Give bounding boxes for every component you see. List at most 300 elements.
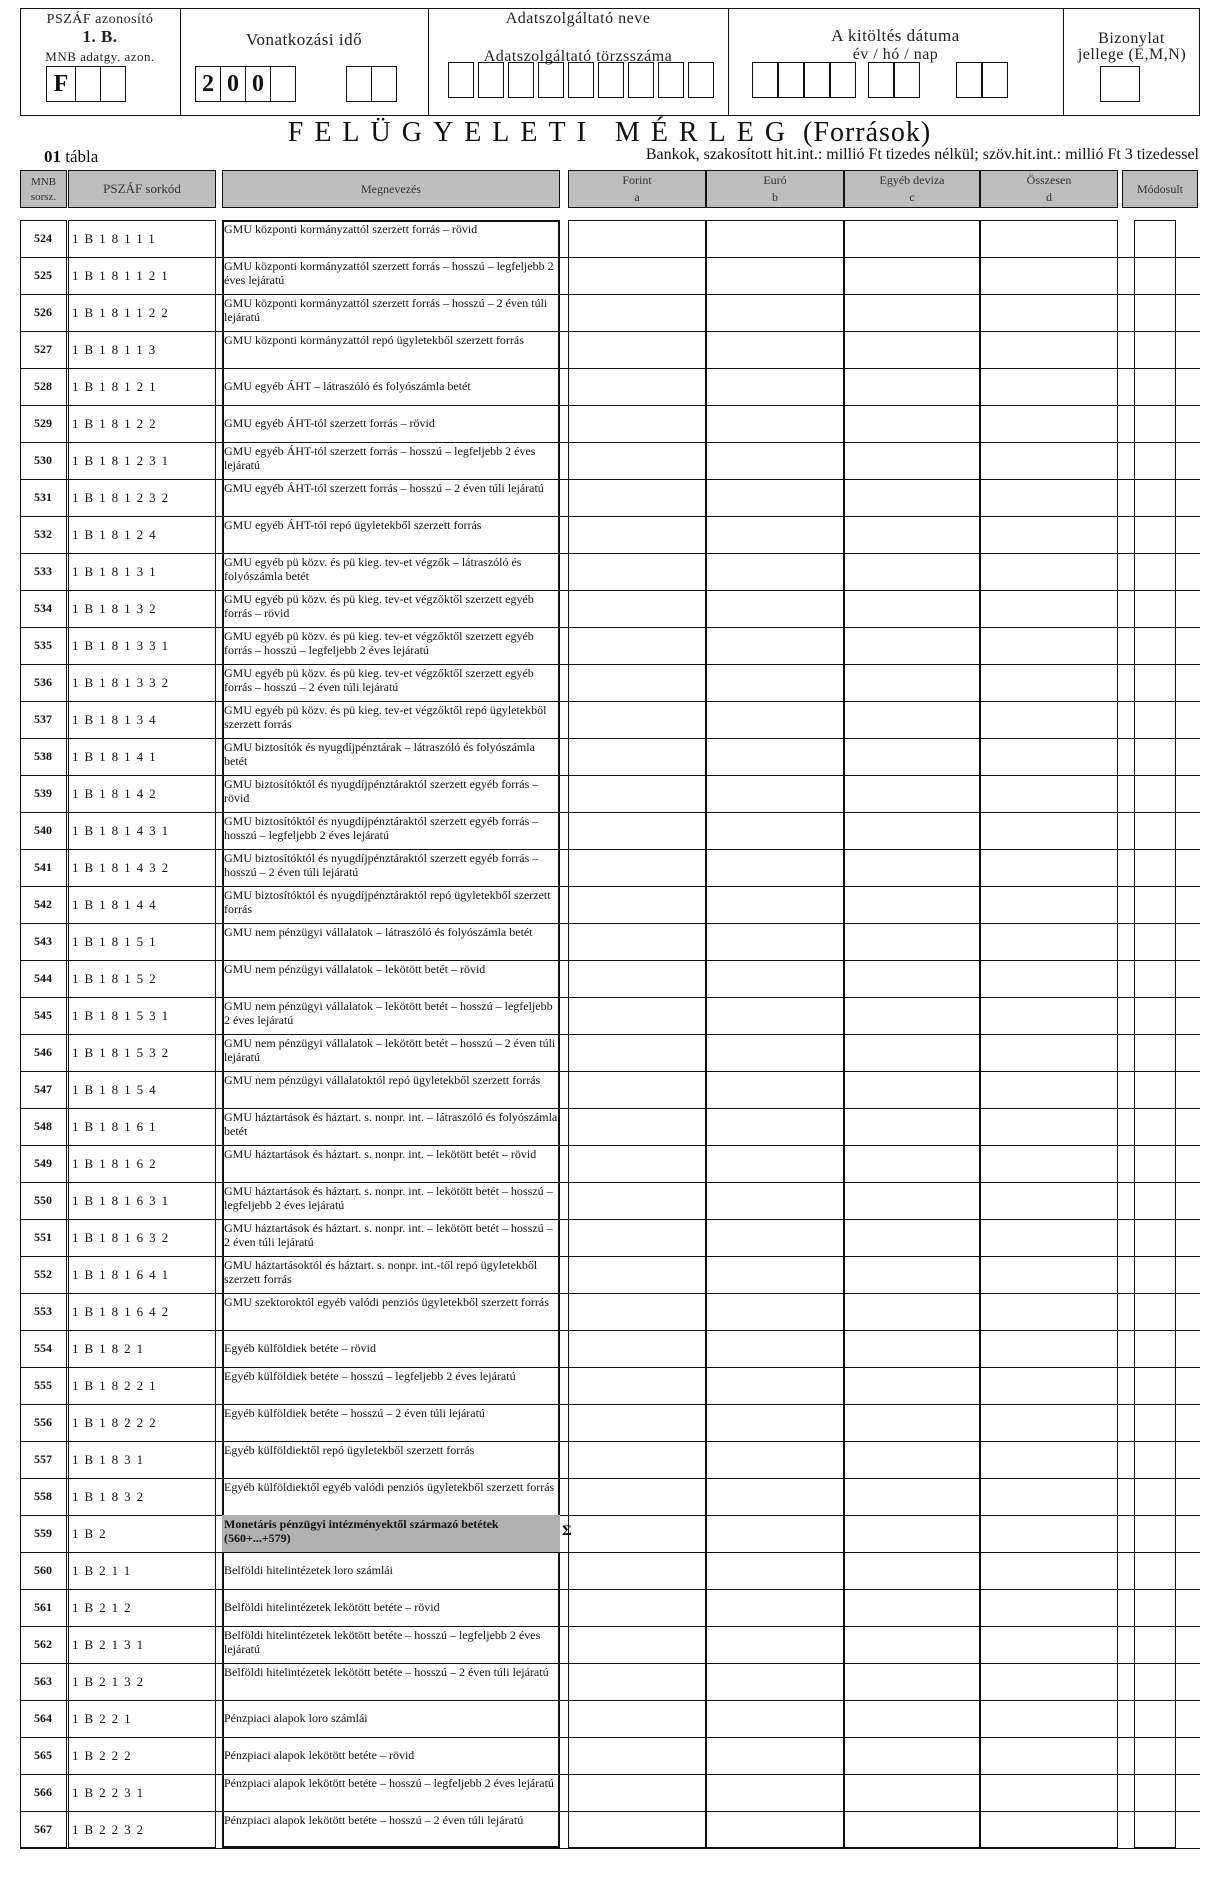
- row-other-input[interactable]: [848, 1406, 976, 1439]
- row-description: GMU egyéb ÁHT-tól szerzett forrás – hosszú – legfeljebb 2 éves lejáratú: [224, 444, 536, 472]
- row-forint-input[interactable]: [572, 962, 702, 995]
- row-other-input[interactable]: [848, 629, 976, 662]
- row-euro-input[interactable]: [710, 888, 840, 921]
- row-modified-input[interactable]: [1138, 925, 1172, 958]
- row-mnb-number: 547: [34, 1082, 52, 1096]
- col-euro-label: Euró: [763, 173, 787, 187]
- row-euro-input[interactable]: [710, 1665, 840, 1698]
- row-mnb-number: 548: [34, 1119, 52, 1133]
- row-modified-input[interactable]: [1138, 1665, 1172, 1698]
- period-digit[interactable]: 2: [195, 66, 221, 102]
- row-total-input[interactable]: [984, 1258, 1114, 1291]
- row-euro-input[interactable]: [710, 1776, 840, 1809]
- row-modified-input[interactable]: [1138, 1702, 1172, 1735]
- row-modified-input[interactable]: [1138, 1554, 1172, 1587]
- row-euro-input[interactable]: [710, 740, 840, 773]
- row-other-input[interactable]: [848, 222, 976, 255]
- row-description: GMU központi kormányzattól szerzett forrás – hosszú – 2 éven túli lejáratú: [224, 296, 548, 324]
- row-pszaf-code: 1B18132: [72, 601, 162, 616]
- row-forint-input[interactable]: [572, 1221, 702, 1254]
- row-euro-input[interactable]: [710, 1184, 840, 1217]
- row-total-input[interactable]: [984, 1406, 1114, 1439]
- row-euro-input[interactable]: [710, 407, 840, 440]
- row-other-input[interactable]: [848, 407, 976, 440]
- row-total-input[interactable]: [984, 814, 1114, 847]
- provider-reg-box[interactable]: [598, 62, 624, 98]
- row-forint-input[interactable]: [572, 1702, 702, 1735]
- period-digit[interactable]: 0: [220, 66, 246, 102]
- row-forint-input[interactable]: [572, 555, 702, 588]
- row-euro-input[interactable]: [710, 777, 840, 810]
- row-pszaf-code: 1B2131: [72, 1637, 150, 1652]
- col-header-total: [980, 170, 1118, 208]
- doc-type-label-2: jellege (E,M,N): [1077, 46, 1187, 63]
- row-modified-input[interactable]: [1138, 333, 1172, 366]
- row-pszaf-code: 1B221: [72, 1711, 137, 1726]
- row-euro-input[interactable]: [710, 1702, 840, 1735]
- row-other-input[interactable]: [848, 1554, 976, 1587]
- provider-reg-box[interactable]: [448, 62, 474, 98]
- mnb-id-label: MNB adatgy. azon.: [45, 49, 155, 64]
- row-euro-input[interactable]: [710, 851, 840, 884]
- provider-reg-box[interactable]: [538, 62, 564, 98]
- row-modified-input[interactable]: [1138, 370, 1172, 403]
- row-total-input[interactable]: [984, 1369, 1114, 1402]
- row-modified-input[interactable]: [1138, 1295, 1172, 1328]
- table-code: 1. B.: [82, 27, 118, 46]
- row-modified-input[interactable]: [1138, 1591, 1172, 1624]
- row-forint-input[interactable]: [572, 1258, 702, 1291]
- row-other-input[interactable]: [848, 814, 976, 847]
- row-description: GMU központi kormányzattól szerzett forrás – hosszú – legfeljebb 2 éves lejáratú: [224, 259, 554, 287]
- row-forint-input[interactable]: [572, 629, 702, 662]
- row-description: GMU nem pénzügyi vállalatok – lekötött betét – hosszú – legfeljebb 2 éves lejáratú: [224, 999, 553, 1027]
- col-header-mnb: [20, 170, 67, 208]
- row-euro-input[interactable]: [710, 259, 840, 292]
- row-euro-input[interactable]: [710, 1591, 840, 1624]
- row-other-input[interactable]: [848, 1591, 976, 1624]
- row-total-input[interactable]: [984, 407, 1114, 440]
- row-forint-input[interactable]: [572, 222, 702, 255]
- fill-date-box[interactable]: [894, 62, 920, 98]
- row-total-input[interactable]: [984, 1147, 1114, 1180]
- row-total-input[interactable]: [984, 1184, 1114, 1217]
- row-mnb-number: 529: [34, 416, 52, 430]
- provider-reg-box[interactable]: [568, 62, 594, 98]
- row-forint-input[interactable]: [572, 666, 702, 699]
- provider-name-label: Adatszolgáltató neve: [505, 10, 651, 27]
- row-euro-input[interactable]: [710, 444, 840, 477]
- row-other-input[interactable]: [848, 1295, 976, 1328]
- provider-reg-label: Adatszolgáltató törzsszáma: [483, 48, 673, 65]
- row-euro-input[interactable]: [710, 666, 840, 699]
- row-mnb-number: 534: [34, 601, 52, 615]
- row-pszaf-code: 1B181232: [72, 490, 175, 505]
- row-other-input[interactable]: [848, 1628, 976, 1661]
- row-euro-input[interactable]: [710, 962, 840, 995]
- row-other-input[interactable]: [848, 1739, 976, 1772]
- period-digit[interactable]: 0: [245, 66, 271, 102]
- row-modified-input[interactable]: [1138, 740, 1172, 773]
- row-forint-input[interactable]: [572, 1517, 702, 1550]
- row-other-input[interactable]: [848, 481, 976, 514]
- row-euro-input[interactable]: [710, 1110, 840, 1143]
- row-total-input[interactable]: [984, 1739, 1114, 1772]
- row-total-input[interactable]: [984, 1517, 1114, 1550]
- row-pszaf-code: 1B18111: [72, 231, 161, 246]
- fill-date-box[interactable]: [982, 62, 1008, 98]
- row-euro-input[interactable]: [710, 629, 840, 662]
- row-pszaf-code: 1B1832: [72, 1489, 150, 1504]
- row-modified-input[interactable]: [1138, 407, 1172, 440]
- row-total-input[interactable]: [984, 962, 1114, 995]
- row-modified-input[interactable]: [1138, 444, 1172, 477]
- doc-type-box[interactable]: [1100, 66, 1140, 102]
- row-total-input[interactable]: [984, 888, 1114, 921]
- row-total-input[interactable]: [984, 629, 1114, 662]
- row-euro-input[interactable]: [710, 1221, 840, 1254]
- row-forint-input[interactable]: [572, 1036, 702, 1069]
- row-euro-input[interactable]: [710, 555, 840, 588]
- row-other-input[interactable]: [848, 259, 976, 292]
- row-forint-input[interactable]: [572, 1665, 702, 1698]
- row-forint-input[interactable]: [572, 1554, 702, 1587]
- row-other-input[interactable]: [848, 851, 976, 884]
- row-forint-input[interactable]: [572, 1184, 702, 1217]
- row-total-input[interactable]: [984, 1073, 1114, 1106]
- pszaf-id-box[interactable]: [100, 66, 126, 102]
- row-total-input[interactable]: [984, 1221, 1114, 1254]
- row-euro-input[interactable]: [710, 222, 840, 255]
- row-other-input[interactable]: [848, 296, 976, 329]
- row-other-input[interactable]: [848, 1258, 976, 1291]
- row-total-input[interactable]: [984, 444, 1114, 477]
- row-description: GMU egyéb ÁHT-tól szerzett forrás – hosszú – 2 éven túli lejáratú: [224, 481, 544, 495]
- row-euro-input[interactable]: [710, 1369, 840, 1402]
- row-other-input[interactable]: [848, 1036, 976, 1069]
- row-other-input[interactable]: [848, 1073, 976, 1106]
- row-modified-input[interactable]: [1138, 1258, 1172, 1291]
- row-other-input[interactable]: [848, 333, 976, 366]
- row-forint-input[interactable]: [572, 296, 702, 329]
- row-modified-input[interactable]: [1138, 1406, 1172, 1439]
- row-forint-input[interactable]: [572, 925, 702, 958]
- row-total-input[interactable]: [984, 1628, 1114, 1661]
- row-mnb-number: 544: [34, 971, 52, 985]
- row-description: Egyéb külföldiek betéte – rövid: [224, 1341, 376, 1355]
- row-forint-input[interactable]: [572, 703, 702, 736]
- row-other-input[interactable]: [848, 1702, 976, 1735]
- row-forint-input[interactable]: [572, 1073, 702, 1106]
- row-other-input[interactable]: [848, 555, 976, 588]
- provider-reg-box[interactable]: [628, 62, 654, 98]
- fill-date-box[interactable]: [956, 62, 982, 98]
- row-forint-input[interactable]: [572, 444, 702, 477]
- row-forint-input[interactable]: [572, 814, 702, 847]
- row-mnb-number: 541: [34, 860, 52, 874]
- row-pszaf-code: 1B181531: [72, 1008, 175, 1023]
- row-forint-input[interactable]: [572, 481, 702, 514]
- row-total-input[interactable]: [984, 259, 1114, 292]
- row-other-input[interactable]: [848, 1480, 976, 1513]
- row-description: GMU nem pénzügyi vállalatok – látraszóló és folyószámla betét: [224, 925, 533, 939]
- row-total-input[interactable]: [984, 1443, 1114, 1476]
- row-other-input[interactable]: [848, 1221, 976, 1254]
- row-mnb-number: 538: [34, 749, 52, 763]
- row-forint-input[interactable]: [572, 999, 702, 1032]
- row-other-input[interactable]: [848, 962, 976, 995]
- row-other-input[interactable]: [848, 1110, 976, 1143]
- col-total-sub: d: [1046, 190, 1052, 204]
- row-other-input[interactable]: [848, 1147, 976, 1180]
- row-euro-input[interactable]: [710, 1443, 840, 1476]
- provider-reg-box[interactable]: [508, 62, 534, 98]
- row-pszaf-code: 1B18113: [72, 342, 162, 357]
- row-modified-input[interactable]: [1138, 1073, 1172, 1106]
- row-modified-input[interactable]: [1138, 481, 1172, 514]
- row-modified-input[interactable]: [1138, 1110, 1172, 1143]
- row-forint-input[interactable]: [572, 259, 702, 292]
- row-euro-input[interactable]: [710, 999, 840, 1032]
- row-euro-input[interactable]: [710, 592, 840, 625]
- row-euro-input[interactable]: [710, 481, 840, 514]
- fill-date-box[interactable]: [830, 62, 856, 98]
- row-euro-input[interactable]: [710, 370, 840, 403]
- row-other-input[interactable]: [848, 1665, 976, 1698]
- row-modified-input[interactable]: [1138, 1332, 1172, 1365]
- row-modified-input[interactable]: [1138, 1776, 1172, 1809]
- row-euro-input[interactable]: [710, 518, 840, 551]
- row-modified-input[interactable]: [1138, 629, 1172, 662]
- row-modified-input[interactable]: [1138, 1739, 1172, 1772]
- row-forint-input[interactable]: [572, 1480, 702, 1513]
- col-mnb-label: MNB sorsz.: [30, 176, 57, 203]
- row-total-input[interactable]: [984, 518, 1114, 551]
- row-pszaf-code: 1B181332: [72, 675, 175, 690]
- fill-date-box[interactable]: [804, 62, 830, 98]
- row-mnb-number: 540: [34, 823, 52, 837]
- row-forint-input[interactable]: [572, 1295, 702, 1328]
- row-other-input[interactable]: [848, 703, 976, 736]
- row-other-input[interactable]: [848, 1184, 976, 1217]
- row-euro-input[interactable]: [710, 1554, 840, 1587]
- row-forint-input[interactable]: [572, 518, 702, 551]
- row-total-input[interactable]: [984, 1665, 1114, 1698]
- row-modified-input[interactable]: [1138, 1628, 1172, 1661]
- fill-date-box[interactable]: [752, 62, 778, 98]
- row-modified-input[interactable]: [1138, 962, 1172, 995]
- period-digit[interactable]: [270, 66, 296, 102]
- row-total-input[interactable]: [984, 777, 1114, 810]
- row-forint-input[interactable]: [572, 370, 702, 403]
- row-modified-input[interactable]: [1138, 1369, 1172, 1402]
- row-euro-input[interactable]: [710, 1406, 840, 1439]
- row-euro-input[interactable]: [710, 1073, 840, 1106]
- row-other-input[interactable]: [848, 999, 976, 1032]
- row-modified-input[interactable]: [1138, 703, 1172, 736]
- row-description: GMU központi kormányzattól repó ügyletekből szerzett forrás: [224, 333, 524, 347]
- row-euro-input[interactable]: [710, 1332, 840, 1365]
- row-modified-input[interactable]: [1138, 1184, 1172, 1217]
- row-euro-input[interactable]: [710, 1258, 840, 1291]
- row-other-input[interactable]: [848, 518, 976, 551]
- pszaf-id-label: PSZÁF azonosító: [46, 12, 154, 27]
- row-forint-input[interactable]: [572, 1739, 702, 1772]
- row-forint-input[interactable]: [572, 407, 702, 440]
- row-euro-input[interactable]: [710, 333, 840, 366]
- provider-reg-box[interactable]: [658, 62, 684, 98]
- row-total-input[interactable]: [984, 592, 1114, 625]
- row-other-input[interactable]: [848, 1443, 976, 1476]
- provider-reg-box[interactable]: [478, 62, 504, 98]
- row-euro-input[interactable]: [710, 1480, 840, 1513]
- row-forint-input[interactable]: [572, 1332, 702, 1365]
- row-other-input[interactable]: [848, 1332, 976, 1365]
- fill-date-box[interactable]: [868, 62, 894, 98]
- row-modified-input[interactable]: [1138, 259, 1172, 292]
- row-euro-input[interactable]: [710, 1739, 840, 1772]
- row-euro-input[interactable]: [710, 296, 840, 329]
- row-total-input[interactable]: [984, 1813, 1114, 1846]
- row-euro-input[interactable]: [710, 703, 840, 736]
- row-forint-input[interactable]: [572, 1110, 702, 1143]
- period-digit[interactable]: [371, 66, 397, 102]
- row-euro-input[interactable]: [710, 1295, 840, 1328]
- row-total-input[interactable]: [984, 1332, 1114, 1365]
- row-modified-input[interactable]: [1138, 1813, 1172, 1846]
- row-forint-input[interactable]: [572, 851, 702, 884]
- row-modified-input[interactable]: [1138, 222, 1172, 255]
- row-forint-input[interactable]: [572, 1591, 702, 1624]
- row-total-input[interactable]: [984, 666, 1114, 699]
- fill-date-box[interactable]: [778, 62, 804, 98]
- row-forint-input[interactable]: [572, 1813, 702, 1846]
- row-total-input[interactable]: [984, 1776, 1114, 1809]
- row-total-input[interactable]: [984, 1591, 1114, 1624]
- row-forint-input[interactable]: [572, 777, 702, 810]
- row-other-input[interactable]: [848, 1813, 976, 1846]
- row-total-input[interactable]: [984, 1480, 1114, 1513]
- row-total-input[interactable]: [984, 740, 1114, 773]
- row-forint-input[interactable]: [572, 333, 702, 366]
- row-forint-input[interactable]: [572, 592, 702, 625]
- row-mnb-number: 549: [34, 1156, 52, 1170]
- row-modified-input[interactable]: [1138, 1517, 1172, 1550]
- row-modified-input[interactable]: [1138, 777, 1172, 810]
- row-total-input[interactable]: [984, 703, 1114, 736]
- row-modified-input[interactable]: [1138, 814, 1172, 847]
- row-euro-input[interactable]: [710, 1517, 840, 1550]
- row-pszaf-code: 1B181431: [72, 823, 175, 838]
- row-total-input[interactable]: [984, 999, 1114, 1032]
- row-forint-input[interactable]: [572, 1443, 702, 1476]
- provider-reg-box[interactable]: [688, 62, 714, 98]
- row-modified-input[interactable]: [1138, 851, 1172, 884]
- row-total-input[interactable]: [984, 851, 1114, 884]
- row-forint-input[interactable]: [572, 740, 702, 773]
- row-other-input[interactable]: [848, 1369, 976, 1402]
- row-description: GMU biztosítók és nyugdíjpénztárak – látraszóló és folyószámla betét: [224, 740, 535, 768]
- row-total-input[interactable]: [984, 296, 1114, 329]
- row-modified-input[interactable]: [1138, 1221, 1172, 1254]
- row-total-input[interactable]: [984, 1036, 1114, 1069]
- row-euro-input[interactable]: [710, 925, 840, 958]
- row-total-input[interactable]: [984, 1295, 1114, 1328]
- row-pszaf-code: 1B181231: [72, 453, 175, 468]
- row-total-input[interactable]: [984, 333, 1114, 366]
- row-other-input[interactable]: [848, 666, 976, 699]
- row-other-input[interactable]: [848, 370, 976, 403]
- row-total-input[interactable]: [984, 1110, 1114, 1143]
- row-total-input[interactable]: [984, 1554, 1114, 1587]
- row-total-input[interactable]: [984, 370, 1114, 403]
- row-other-input[interactable]: [848, 1776, 976, 1809]
- row-pszaf-code: 1B18151: [72, 934, 162, 949]
- row-pszaf-code: 1B222: [72, 1748, 137, 1763]
- row-pszaf-code: 1B181642: [72, 1304, 175, 1319]
- row-modified-input[interactable]: [1138, 1036, 1172, 1069]
- row-other-input[interactable]: [848, 888, 976, 921]
- row-euro-input[interactable]: [710, 1036, 840, 1069]
- row-euro-input[interactable]: [710, 1147, 840, 1180]
- row-modified-input[interactable]: [1138, 592, 1172, 625]
- row-modified-input[interactable]: [1138, 666, 1172, 699]
- row-modified-input[interactable]: [1138, 296, 1172, 329]
- row-modified-input[interactable]: [1138, 1480, 1172, 1513]
- period-digit[interactable]: [346, 66, 372, 102]
- row-forint-input[interactable]: [572, 888, 702, 921]
- row-forint-input[interactable]: [572, 1628, 702, 1661]
- col-header-forint: [568, 170, 706, 208]
- row-other-input[interactable]: [848, 444, 976, 477]
- row-mnb-number: 552: [34, 1267, 52, 1281]
- row-forint-input[interactable]: [572, 1406, 702, 1439]
- row-mnb-number: 558: [34, 1489, 52, 1503]
- row-other-input[interactable]: [848, 777, 976, 810]
- row-euro-input[interactable]: [710, 1628, 840, 1661]
- row-forint-input[interactable]: [572, 1369, 702, 1402]
- row-total-input[interactable]: [984, 481, 1114, 514]
- row-total-input[interactable]: [984, 925, 1114, 958]
- row-pszaf-code: 1B1821: [72, 1341, 150, 1356]
- row-total-input[interactable]: [984, 1702, 1114, 1735]
- row-pszaf-code: 1B181432: [72, 860, 175, 875]
- row-other-input[interactable]: [848, 740, 976, 773]
- row-pszaf-code: 1B181641: [72, 1267, 175, 1282]
- pszaf-id-box[interactable]: [75, 66, 101, 102]
- pszaf-id-box[interactable]: F: [46, 66, 76, 102]
- row-mnb-number: 566: [34, 1785, 52, 1799]
- row-modified-input[interactable]: [1138, 1443, 1172, 1476]
- row-forint-input[interactable]: [572, 1776, 702, 1809]
- row-modified-input[interactable]: [1138, 518, 1172, 551]
- row-modified-input[interactable]: [1138, 999, 1172, 1032]
- row-total-input[interactable]: [984, 222, 1114, 255]
- row-total-input[interactable]: [984, 555, 1114, 588]
- row-modified-input[interactable]: [1138, 555, 1172, 588]
- row-euro-input[interactable]: [710, 814, 840, 847]
- row-forint-input[interactable]: [572, 1147, 702, 1180]
- row-modified-input[interactable]: [1138, 888, 1172, 921]
- row-description: GMU biztosítóktól és nyugdíjpénztáraktól szerzett egyéb forrás – hosszú – 2 éven túli lejáratú: [224, 851, 539, 879]
- col-header-pszaf: [68, 170, 216, 208]
- row-modified-input[interactable]: [1138, 1147, 1172, 1180]
- row-other-input[interactable]: [848, 1517, 976, 1550]
- row-other-input[interactable]: [848, 592, 976, 625]
- row-other-input[interactable]: [848, 925, 976, 958]
- row-euro-input[interactable]: [710, 1813, 840, 1846]
- row-description: Monetáris pénzügyi intézményektől származó betétek (560+...+579): [222, 1515, 560, 1552]
